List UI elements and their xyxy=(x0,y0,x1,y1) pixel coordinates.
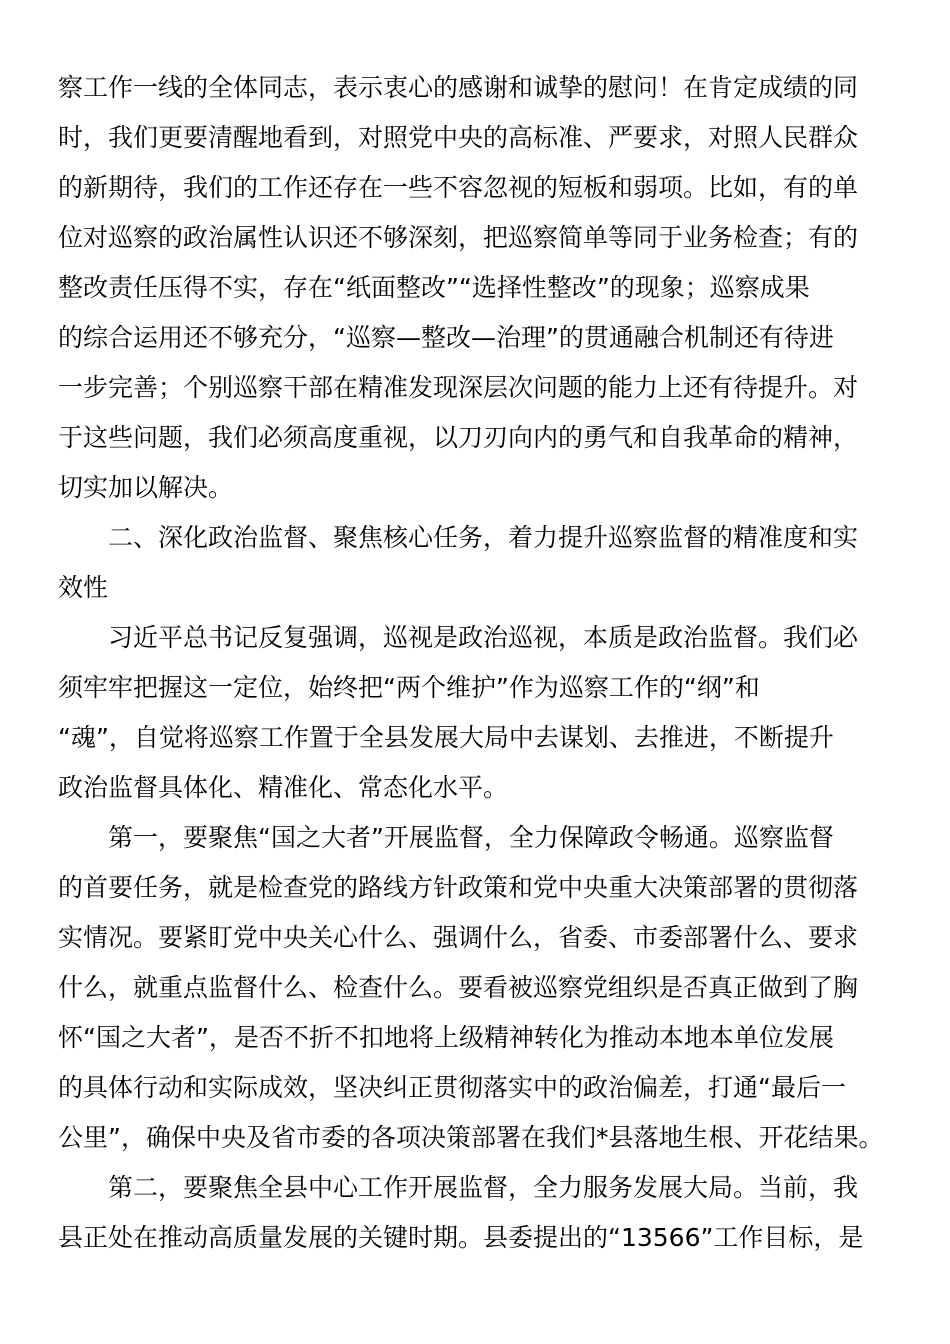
paragraph-line: 于这些问题，我们必须高度重视，以刀刃向内的勇气和自我革命的精神， xyxy=(58,423,859,452)
paragraph-line: “魂”，自觉将巡察工作置于全县发展大局中去谋划、去推进，不断提升 xyxy=(58,723,834,752)
paragraph-line: 须牢牢把握这一定位，始终把“两个维护”作为巡察工作的“纲”和 xyxy=(58,673,760,702)
paragraph-line: 一步完善；个别巡察干部在精准发现深层次问题的能力上还有待提升。对 xyxy=(58,373,859,402)
paragraph-line: 什么，就重点监督什么、检查什么。要看被巡察党组织是否真正做到了胸 xyxy=(58,973,859,1002)
paragraph-line: 的综合运用还不够充分，“巡察—整改—治理”的贯通融合机制还有待进 xyxy=(58,323,834,352)
section-heading-line: 效性 xyxy=(58,573,109,602)
paragraph-line: 察工作一线的全体同志，表示衷心的感谢和诚挚的慰问！在肯定成绩的同 xyxy=(58,73,859,102)
paragraph-line: 怀“国之大者”，是否不折不扣地将上级精神转化为推动本地本单位发展 xyxy=(58,1023,834,1052)
paragraph-line: 位对巡察的政治属性认识还不够深刻，把巡察简单等同于业务检查；有的 xyxy=(58,223,859,252)
paragraph-line: 的具体行动和实际成效，坚决纠正贯彻落实中的政治偏差，打通“最后一 xyxy=(58,1073,846,1102)
section-heading-line: 二、深化政治监督、聚焦核心任务，着力提升巡察监督的精准度和实 xyxy=(108,523,859,552)
paragraph-line: 县正处在推动高质量发展的关键时期。县委提出的“13566”工作目标，是 xyxy=(58,1223,864,1252)
paragraph-line: 第二，要聚焦全县中心工作开展监督，全力服务发展大局。当前，我 xyxy=(108,1173,859,1202)
paragraph-line: 第一，要聚焦“国之大者”开展监督，全力保障政令畅通。巡察监督 xyxy=(108,823,834,852)
paragraph-line: 的新期待，我们的工作还存在一些不容忽视的短板和弱项。比如，有的单 xyxy=(58,173,859,202)
paragraph-line: 的首要任务，就是检查党的路线方针政策和党中央重大决策部署的贯彻落 xyxy=(58,873,859,902)
paragraph-line: 政治监督具体化、精准化、常态化水平。 xyxy=(58,773,509,802)
paragraph-line: 公里”，确保中央及省市委的各项决策部署在我们*县落地生根、开花结果。 xyxy=(58,1123,884,1152)
paragraph-line: 时，我们更要清醒地看到，对照党中央的高标准、严要求，对照人民群众 xyxy=(58,123,859,152)
paragraph-line: 实情况。要紧盯党中央关心什么、强调什么，省委、市委部署什么、要求 xyxy=(58,923,859,952)
paragraph-line: 整改责任压得不实，存在“纸面整改”“选择性整改”的现象；巡察成果 xyxy=(58,273,810,302)
paragraph-line: 习近平总书记反复强调，巡视是政治巡视，本质是政治监督。我们必 xyxy=(108,623,859,652)
paragraph-line: 切实加以解决。 xyxy=(58,473,234,502)
